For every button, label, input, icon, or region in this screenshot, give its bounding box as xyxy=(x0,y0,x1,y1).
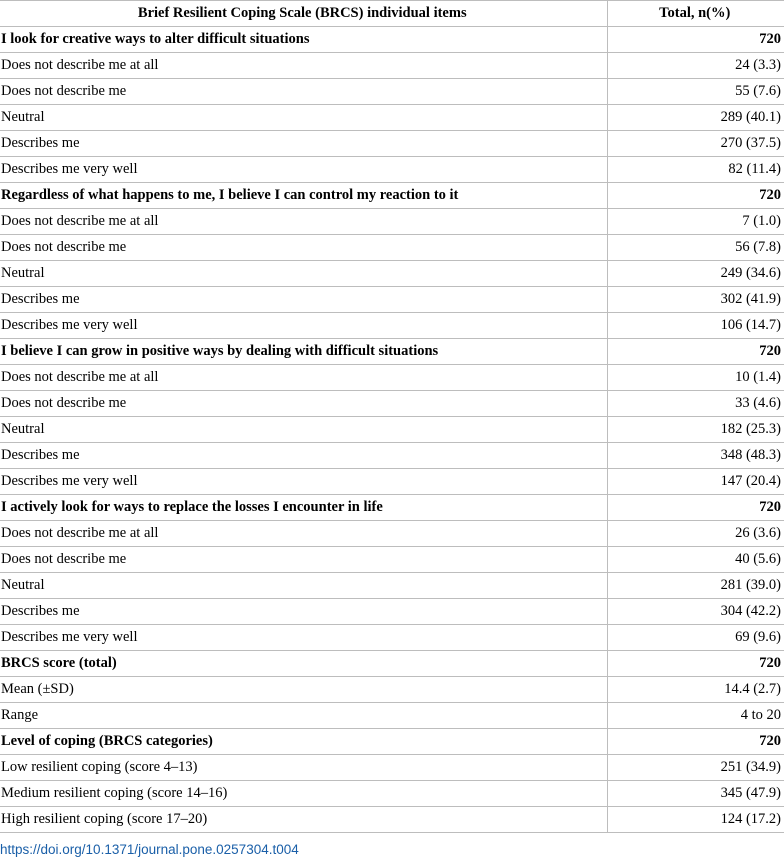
row-value: 281 (39.0) xyxy=(607,573,784,599)
table-body xyxy=(0,27,784,833)
table-row xyxy=(0,391,784,417)
table-row xyxy=(0,287,784,313)
section-header-row xyxy=(0,651,784,677)
row-value: 55 (7.6) xyxy=(607,79,784,105)
table-row xyxy=(0,209,784,235)
section-total: 720 xyxy=(607,495,784,521)
row-value: 82 (11.4) xyxy=(607,157,784,183)
table-row xyxy=(0,573,784,599)
table-row xyxy=(0,157,784,183)
section-total: 720 xyxy=(607,339,784,365)
row-value: 14.4 (2.7) xyxy=(607,677,784,703)
row-label: Describes me very well xyxy=(0,157,607,183)
section-label: BRCS score (total) xyxy=(0,651,607,677)
row-label: Describes me xyxy=(0,287,607,313)
row-label: Does not describe me xyxy=(0,79,607,105)
row-label: Describes me xyxy=(0,131,607,157)
section-label: Level of coping (BRCS categories) xyxy=(0,729,607,755)
row-label: Does not describe me at all xyxy=(0,53,607,79)
row-label: Does not describe me xyxy=(0,391,607,417)
row-value: 33 (4.6) xyxy=(607,391,784,417)
row-label: Describes me very well xyxy=(0,469,607,495)
table-row xyxy=(0,365,784,391)
row-label: Does not describe me at all xyxy=(0,209,607,235)
section-label: I actively look for ways to replace the losses I encounter in life xyxy=(0,495,607,521)
section-header-row xyxy=(0,339,784,365)
section-label: Regardless of what happens to me, I believe I can control my reaction to it xyxy=(0,183,607,209)
section-label: I look for creative ways to alter difficult situations xyxy=(0,27,607,53)
table-row xyxy=(0,469,784,495)
table-header xyxy=(0,1,784,27)
row-value: 4 to 20 xyxy=(607,703,784,729)
table-row xyxy=(0,417,784,443)
section-header-row xyxy=(0,495,784,521)
section-total: 720 xyxy=(607,183,784,209)
row-value: 40 (5.6) xyxy=(607,547,784,573)
section-header-row xyxy=(0,183,784,209)
row-label: Does not describe me at all xyxy=(0,521,607,547)
row-value: 249 (34.6) xyxy=(607,261,784,287)
row-label: Medium resilient coping (score 14–16) xyxy=(0,781,607,807)
table-row xyxy=(0,313,784,339)
row-label: Neutral xyxy=(0,261,607,287)
row-value: 270 (37.5) xyxy=(607,131,784,157)
table-row xyxy=(0,235,784,261)
row-label: Does not describe me xyxy=(0,235,607,261)
table-row xyxy=(0,625,784,651)
section-total: 720 xyxy=(607,729,784,755)
row-value: 124 (17.2) xyxy=(607,807,784,833)
row-value: 69 (9.6) xyxy=(607,625,784,651)
table-row xyxy=(0,261,784,287)
table-row xyxy=(0,105,784,131)
table-row xyxy=(0,755,784,781)
section-header-row xyxy=(0,729,784,755)
section-total: 720 xyxy=(607,27,784,53)
doi-link[interactable]: https://doi.org/10.1371/journal.pone.0257304.t004 xyxy=(0,842,299,857)
table-row xyxy=(0,53,784,79)
row-label: Describes me xyxy=(0,443,607,469)
table-row xyxy=(0,599,784,625)
table-row xyxy=(0,131,784,157)
row-value: 26 (3.6) xyxy=(607,521,784,547)
row-value: 24 (3.3) xyxy=(607,53,784,79)
table-row xyxy=(0,521,784,547)
row-label: Describes me very well xyxy=(0,313,607,339)
row-value: 147 (20.4) xyxy=(607,469,784,495)
table-row xyxy=(0,677,784,703)
header-items: Brief Resilient Coping Scale (BRCS) individual items xyxy=(0,1,607,27)
row-label: Does not describe me at all xyxy=(0,365,607,391)
row-value: 289 (40.1) xyxy=(607,105,784,131)
row-label: Low resilient coping (score 4–13) xyxy=(0,755,607,781)
section-label: I believe I can grow in positive ways by dealing with difficult situations xyxy=(0,339,607,365)
row-label: Mean (±SD) xyxy=(0,677,607,703)
row-value: 106 (14.7) xyxy=(607,313,784,339)
section-total: 720 xyxy=(607,651,784,677)
table-row xyxy=(0,807,784,833)
row-value: 251 (34.9) xyxy=(607,755,784,781)
row-label: Neutral xyxy=(0,417,607,443)
row-label: Describes me very well xyxy=(0,625,607,651)
table-row xyxy=(0,547,784,573)
table-row xyxy=(0,443,784,469)
header-total: Total, n(%) xyxy=(607,1,784,27)
row-value: 302 (41.9) xyxy=(607,287,784,313)
row-label: Does not describe me xyxy=(0,547,607,573)
row-value: 7 (1.0) xyxy=(607,209,784,235)
row-label: Neutral xyxy=(0,105,607,131)
row-value: 304 (42.2) xyxy=(607,599,784,625)
table-row xyxy=(0,79,784,105)
table-row xyxy=(0,781,784,807)
row-value: 10 (1.4) xyxy=(607,365,784,391)
section-header-row xyxy=(0,27,784,53)
row-label: Describes me xyxy=(0,599,607,625)
row-value: 182 (25.3) xyxy=(607,417,784,443)
row-label: Range xyxy=(0,703,607,729)
row-value: 345 (47.9) xyxy=(607,781,784,807)
row-value: 348 (48.3) xyxy=(607,443,784,469)
header-row xyxy=(0,1,784,27)
table-row xyxy=(0,703,784,729)
row-value: 56 (7.8) xyxy=(607,235,784,261)
row-label: Neutral xyxy=(0,573,607,599)
row-label: High resilient coping (score 17–20) xyxy=(0,807,607,833)
